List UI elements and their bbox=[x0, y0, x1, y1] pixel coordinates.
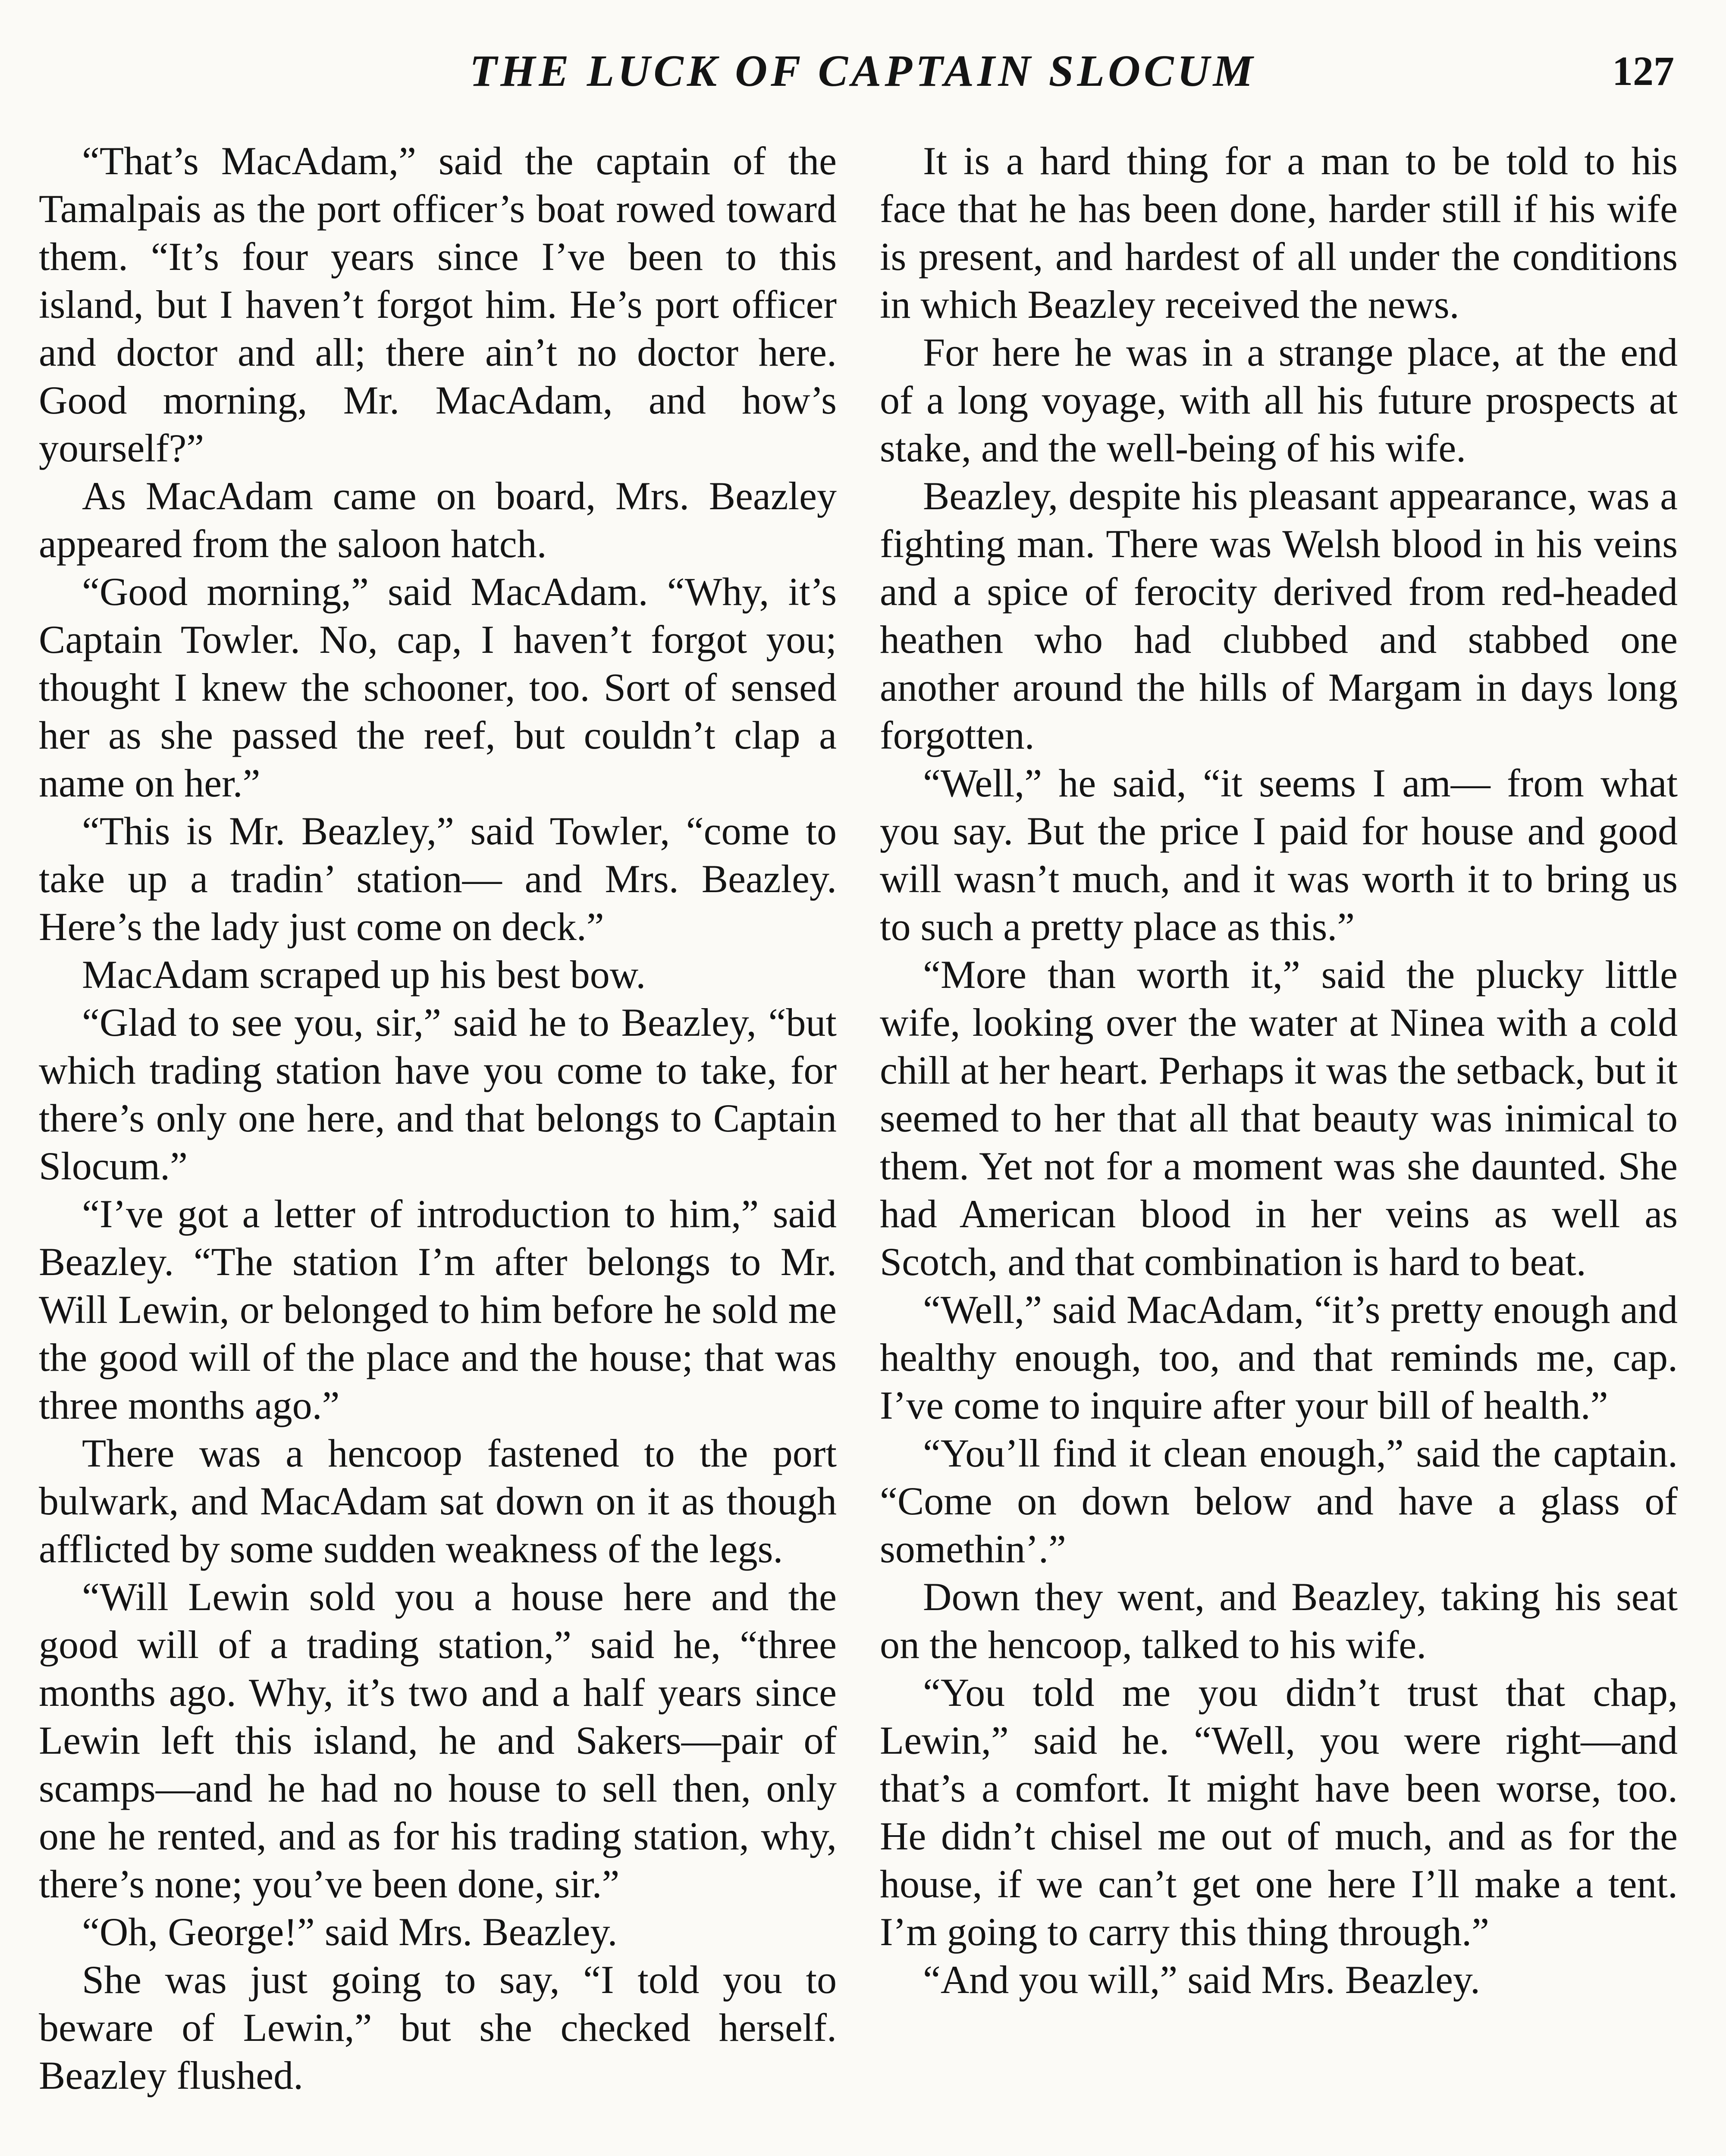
paragraph: Beazley, despite his pleasant appearance, was a fighting man. There was Welsh blood in his veins and a spice of ferocity derived from red-headed heathen who had clubbed and stabbed one another around the hills of Margam in days long forgotten. bbox=[880, 474, 1678, 757]
paragraph: “Will Lewin sold you a house here and the good will of a trading station,” said he, “three months ago. Why, it’s two and a half years since Lewin left this island, he and Sakers—pair of scamps—and he had no house to sell then, only one he rented, and as for his trading station, why, there’s none; you’ve been done, sir.” bbox=[39, 1575, 837, 1906]
page-header bbox=[0, 39, 1726, 103]
paragraph: “Well,” he said, “it seems I am— from what you say. But the price I paid for house and good will wasn’t much, and it was worth it to bring us to such a pretty place as this.” bbox=[880, 761, 1678, 949]
right-column bbox=[880, 137, 1678, 2004]
paragraph: MacAdam scraped up his best bow. bbox=[82, 953, 646, 997]
paragraph: Down they went, and Beazley, taking his seat on the hencoop, talked to his wife. bbox=[880, 1575, 1678, 1667]
paragraph: She was just going to say, “I told you to beware of Lewin,” but she checked herself. Beazley flushed. bbox=[39, 1958, 837, 2097]
paragraph: As MacAdam came on board, Mrs. Beazley appeared from the saloon hatch. bbox=[39, 474, 837, 566]
paragraph: “That’s MacAdam,” said the captain of the Tamalpais as the port officer’s boat rowed toward them. “It’s four years since I’ve been to this island, but I haven’t forgot him. He’s port officer and doctor and all; there ain’t no doctor here. Good morning, Mr. MacAdam, and how’s yourself?” bbox=[39, 139, 837, 470]
paragraph: “You’ll find it clean enough,” said the captain. “Come on down below and have a glass of somethin’.” bbox=[880, 1431, 1678, 1571]
paragraph: There was a hencoop fastened to the port bulwark, and MacAdam sat down on it as though afflicted by some sudden weakness of the legs. bbox=[39, 1431, 837, 1571]
paragraph: “Oh, George!” said Mrs. Beazley. bbox=[82, 1910, 618, 1954]
left-column bbox=[39, 137, 837, 2100]
paragraph: For here he was in a strange place, at the end of a long voyage, with all his future prospects at stake, and the well-being of his wife. bbox=[880, 330, 1678, 470]
paragraph: “More than worth it,” said the plucky little wife, looking over the water at Ninea with a cold chill at her heart. Perhaps it was the setback, but it seemed to her that all that beauty was inimical to them. Yet not for a moment was she daunted. She had American blood in her veins as well as Scotch, and that combination is hard to beat. bbox=[880, 953, 1678, 1284]
paragraph: “Well,” said MacAdam, “it’s pretty enough and healthy enough, too, and that reminds me, cap. I’ve come to inquire after your bill of health.” bbox=[880, 1288, 1678, 1427]
paragraph: “Glad to see you, sir,” said he to Beazley, “but which trading station have you come to take, for there’s only one here, and that belongs to Captain Slocum.” bbox=[39, 1000, 837, 1188]
page-number: 127 bbox=[1612, 48, 1674, 94]
paragraph: It is a hard thing for a man to be told to his face that he has been done, harder still if his wife is present, and hardest of all under the conditions in which Beazley received the news. bbox=[880, 139, 1678, 326]
running-title: THE LUCK OF CAPTAIN SLOCUM bbox=[469, 46, 1257, 96]
paragraph: “You told me you didn’t trust that chap, Lewin,” said he. “Well, you were right—and that’s a comfort. It might have been worse, too. He didn’t chisel me out of much, and as for the house, if we can’t get one here I’ll make a tent. I’m going to carry this thing through.” bbox=[880, 1670, 1678, 1954]
paragraph: “I’ve got a letter of introduction to him,” said Beazley. “The station I’m after belongs to Mr. Will Lewin, or belonged to him before he sold me the good will of the place and the house; that was three months ago.” bbox=[39, 1192, 837, 1427]
paragraph: “And you will,” said Mrs. Beazley. bbox=[923, 1958, 1480, 2002]
paragraph: “This is Mr. Beazley,” said Towler, “come to take up a tradin’ station— and Mrs. Beazley. Here’s the lady just come on deck.” bbox=[39, 809, 837, 949]
paragraph: “Good morning,” said MacAdam. “Why, it’s Captain Towler. No, cap, I haven’t forgot you; thought I knew the schooner, too. Sort of sensed her as she passed the reef, but couldn’t clap a name on her.” bbox=[39, 570, 837, 805]
